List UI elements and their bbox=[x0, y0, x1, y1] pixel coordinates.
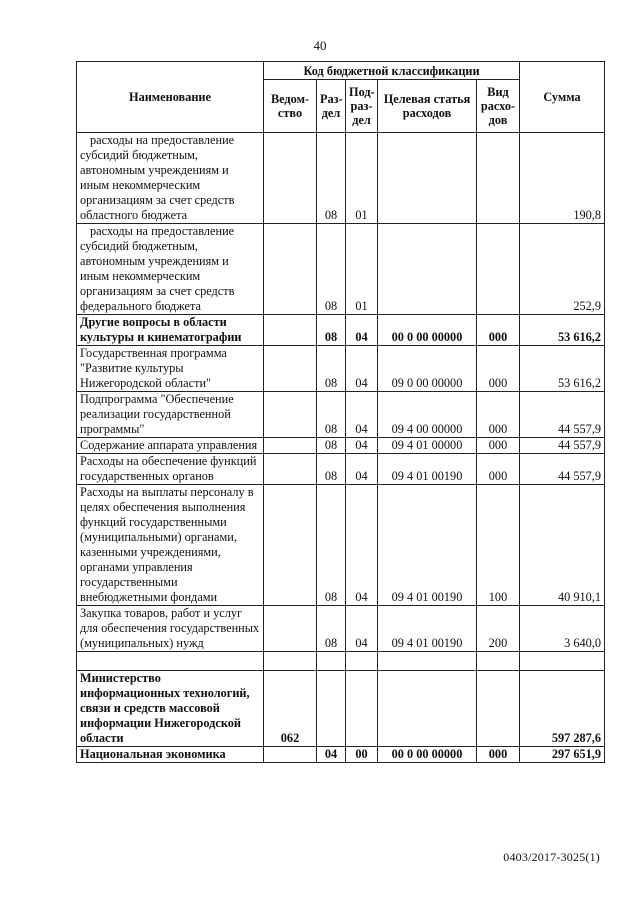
row-name: Подпрограмма "Обеспечение реализации государственной программы" bbox=[77, 392, 264, 438]
row-razdel: 08 bbox=[317, 315, 346, 346]
table-row bbox=[77, 606, 605, 652]
row-name: Расходы на обеспечение функций государственных органов bbox=[77, 454, 264, 485]
row-tselevaya: 09 4 01 00190 bbox=[378, 485, 477, 606]
row-ved bbox=[264, 315, 317, 346]
row-tselevaya bbox=[378, 224, 477, 315]
row-ved bbox=[264, 392, 317, 438]
row-tselevaya bbox=[378, 133, 477, 224]
row-podrazdel: 04 bbox=[346, 606, 378, 652]
row-podrazdel bbox=[346, 671, 378, 747]
row-podrazdel: 01 bbox=[346, 133, 378, 224]
row-podrazdel: 01 bbox=[346, 224, 378, 315]
row-name: Национальная экономика bbox=[77, 747, 264, 763]
row-podrazdel: 04 bbox=[346, 454, 378, 485]
row-tselevaya bbox=[378, 671, 477, 747]
row-name: Закупка товаров, работ и услуг для обеспечения государственных (муниципальных) нужд bbox=[77, 606, 264, 652]
row-summa: 252,9 bbox=[520, 224, 605, 315]
row-razdel: 08 bbox=[317, 133, 346, 224]
row-podrazdel: 04 bbox=[346, 438, 378, 454]
row-name: Государственная программа "Развитие культуры Нижегородской области" bbox=[77, 346, 264, 392]
spacer-cell bbox=[77, 652, 264, 671]
row-name: Содержание аппарата управления bbox=[77, 438, 264, 454]
spacer-cell bbox=[520, 652, 605, 671]
spacer-cell bbox=[317, 652, 346, 671]
table-row bbox=[77, 224, 605, 315]
row-ved bbox=[264, 747, 317, 763]
row-vid bbox=[477, 671, 520, 747]
spacer-cell bbox=[346, 652, 378, 671]
row-ved: 062 bbox=[264, 671, 317, 747]
row-name: Министерство информационных технологий, связи и средств массовой информации Нижегородской области bbox=[77, 671, 264, 747]
row-razdel: 08 bbox=[317, 438, 346, 454]
row-tselevaya: 09 0 00 00000 bbox=[378, 346, 477, 392]
row-tselevaya: 00 0 00 00000 bbox=[378, 315, 477, 346]
row-podrazdel: 04 bbox=[346, 346, 378, 392]
row-podrazdel: 04 bbox=[346, 392, 378, 438]
row-razdel: 08 bbox=[317, 392, 346, 438]
row-name: Расходы на выплаты персоналу в целях обеспечения выполнения функций государственными (муниципальными) органами, казенными учреждениями, органами управления государственными внебюджетными фондами bbox=[77, 485, 264, 606]
row-ved bbox=[264, 606, 317, 652]
row-vid: 100 bbox=[477, 485, 520, 606]
header-name: Наименование bbox=[77, 62, 264, 133]
table-row bbox=[77, 392, 605, 438]
spacer-cell bbox=[264, 652, 317, 671]
row-summa: 44 557,9 bbox=[520, 438, 605, 454]
table-row bbox=[77, 485, 605, 606]
header-vedomstvo: Ведом-ство bbox=[264, 80, 317, 133]
table-row bbox=[77, 133, 605, 224]
row-razdel: 08 bbox=[317, 606, 346, 652]
row-name: Другие вопросы в области культуры и кинематографии bbox=[77, 315, 264, 346]
spacer-cell bbox=[477, 652, 520, 671]
table-row bbox=[77, 346, 605, 392]
row-vid bbox=[477, 133, 520, 224]
header-code-group: Код бюджетной классификации bbox=[264, 62, 520, 80]
row-podrazdel: 04 bbox=[346, 485, 378, 606]
row-summa: 190,8 bbox=[520, 133, 605, 224]
table-row bbox=[77, 454, 605, 485]
row-vid: 000 bbox=[477, 392, 520, 438]
row-ved bbox=[264, 438, 317, 454]
row-name: расходы на предоставление субсидий бюджетным, автономным учреждениям и иным некоммерческим организациям за счет средств федерального бюджета bbox=[77, 224, 264, 315]
row-tselevaya: 09 4 01 00190 bbox=[378, 454, 477, 485]
table-row bbox=[77, 315, 605, 346]
row-ved bbox=[264, 133, 317, 224]
table-row bbox=[77, 438, 605, 454]
row-tselevaya: 09 4 00 00000 bbox=[378, 392, 477, 438]
row-summa: 3 640,0 bbox=[520, 606, 605, 652]
table-row bbox=[77, 747, 605, 763]
row-vid: 000 bbox=[477, 454, 520, 485]
row-podrazdel: 00 bbox=[346, 747, 378, 763]
row-summa: 53 616,2 bbox=[520, 346, 605, 392]
row-razdel: 08 bbox=[317, 346, 346, 392]
row-ved bbox=[264, 224, 317, 315]
table-row bbox=[77, 671, 605, 747]
row-summa: 53 616,2 bbox=[520, 315, 605, 346]
row-razdel: 08 bbox=[317, 485, 346, 606]
row-tselevaya: 00 0 00 00000 bbox=[378, 747, 477, 763]
row-summa: 40 910,1 bbox=[520, 485, 605, 606]
row-summa: 44 557,9 bbox=[520, 454, 605, 485]
row-summa: 297 651,9 bbox=[520, 747, 605, 763]
header-tselevaya: Целевая статья расходов bbox=[378, 80, 477, 133]
row-ved bbox=[264, 346, 317, 392]
row-vid: 000 bbox=[477, 438, 520, 454]
row-summa: 597 287,6 bbox=[520, 671, 605, 747]
row-razdel: 04 bbox=[317, 747, 346, 763]
header-razdel: Раз-дел bbox=[317, 80, 346, 133]
row-podrazdel: 04 bbox=[346, 315, 378, 346]
spacer-cell bbox=[378, 652, 477, 671]
row-razdel: 08 bbox=[317, 224, 346, 315]
row-ved bbox=[264, 454, 317, 485]
document-code: 0403/2017-3025(1) bbox=[503, 850, 600, 864]
row-razdel: 08 bbox=[317, 454, 346, 485]
row-vid: 200 bbox=[477, 606, 520, 652]
row-summa: 44 557,9 bbox=[520, 392, 605, 438]
budget-table bbox=[76, 61, 605, 763]
row-vid bbox=[477, 224, 520, 315]
header-vid: Вид расхо-дов bbox=[477, 80, 520, 133]
table-spacer-row bbox=[77, 652, 605, 671]
row-razdel bbox=[317, 671, 346, 747]
page-number: 40 bbox=[313, 38, 327, 53]
row-name: расходы на предоставление субсидий бюджетным, автономным учреждениям и иным некоммерческим организациям за счет средств областного бюджета bbox=[77, 133, 264, 224]
header-summa: Сумма bbox=[520, 62, 605, 133]
row-ved bbox=[264, 485, 317, 606]
header-podrazdel: Под-раз-дел bbox=[346, 80, 378, 133]
row-vid: 000 bbox=[477, 346, 520, 392]
row-tselevaya: 09 4 01 00000 bbox=[378, 438, 477, 454]
row-tselevaya: 09 4 01 00190 bbox=[378, 606, 477, 652]
row-vid: 000 bbox=[477, 315, 520, 346]
row-vid: 000 bbox=[477, 747, 520, 763]
